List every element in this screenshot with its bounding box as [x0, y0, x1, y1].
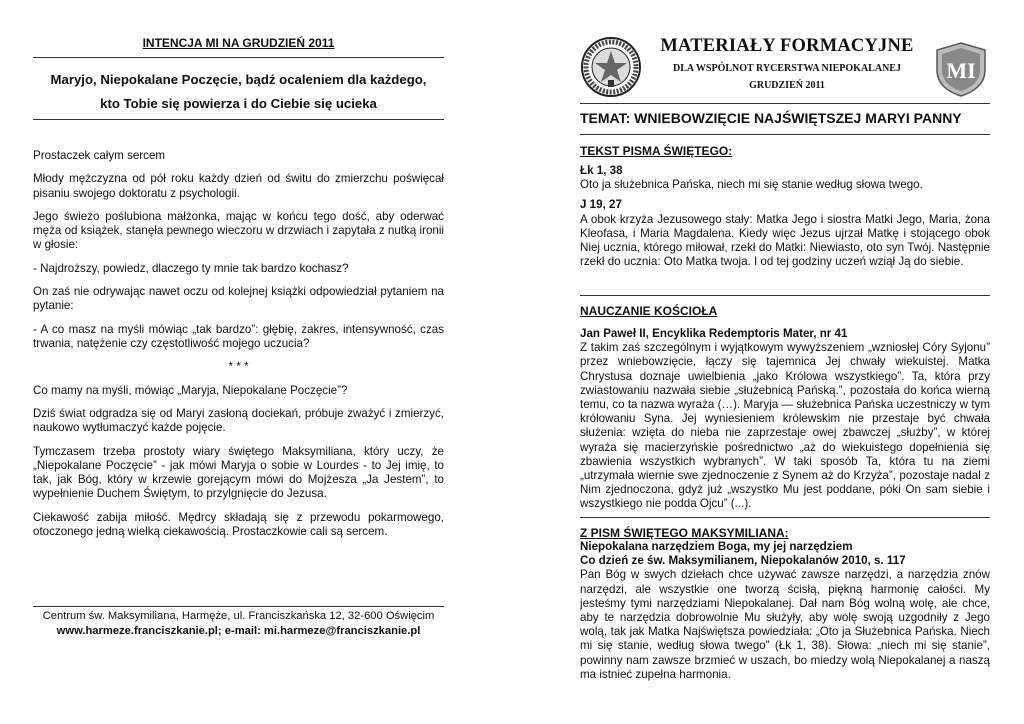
writing-title: Niepokalana narzędziem Boga, my jej narzędziem: [580, 540, 853, 553]
footer-divider: [33, 606, 444, 607]
monthly-prayer: [33, 68, 444, 116]
prayer-line: Maryjo, Niepokalane Poczęcie, bądź ocaleniem dla każdego,: [50, 72, 427, 87]
divider: [33, 57, 444, 58]
mi-shield-icon: [932, 40, 990, 98]
church-teaching-section: [580, 304, 990, 512]
divider: [580, 295, 990, 296]
paragraph: Tymczasem trzeba prostoty wiary świętego Maksymiliana, który uczy, że „Niepokalane Poczęcie” - jak mówi Maryja o sobie w Lourdes - to Jej imię, to tak, jak Bóg, który w krzewie gorejącym mówi do Mojżesza „Ja Jestem”, to wypełnienie Duchem Świętym, to przylgnięcie do Jezusa.: [33, 444, 444, 501]
scripture-reference: J 19, 27: [580, 198, 622, 212]
paragraph: - A co masz na myśli mówiąc „tak bardzo”: głębię, zakres, intensywność, czas trwania, natężenie czy częstotliwość mojego uczucia?: [33, 322, 444, 350]
topic-heading: TEMAT: WNIEBOWZIĘCIE NAJŚWIĘTSZEJ MARYI PANNY: [580, 110, 962, 126]
teaching-text: Z takim zaś szczególnym i wyjątkowym wywyższeniem „wzniosłej Córy Syjonu” przez wniebowzięcie, łączy się tajemnica Jej chwały wiekuistej. Matka Chrystusa doznaje uwielbienia „jako Królowa wszystkiego”. Ta, która przy zwiastowaniu nazwała siebie „służebnicą Pańską.”, pozostała do końca wierną temu, co ta nazwa wyraża (…). Maryja — służebnica Pańska uczestniczy w tym królowaniu Syna. Jej wyniesieniem królewskim nie przestaje być chwała służenia: wzięta do nieba nie zaprzestaje owej zbawczej „służby”, w której wyraża się macierzyńskie pośrednictwo „aż do wiekuistego dopełnienia się zbawienia wszystkich wybranych”. W taki sposób Ta, która tu na ziemi „utrzymała wiernie swe zjednoczenie z Synem aż do Krzyża”, pozostaje nadal z Nim zjednoczona, gdyż już „wszystko Mu jest poddane, póki On sam siebie i wszystkiego nie podda Ojcu” (...).: [580, 341, 990, 511]
writing-text: Pan Bóg w swych dziełach chce używać zawsze narzędzi, a narzędzia znów narzędzi, ale wszystkie one tworzą ścisłą, piękną harmonię całości. My jesteśmy tymi narzędziami Niepokalanej. Dał nam Bóg wolną wolę, ale chce, aby te narzędzia dobrowolnie Mu służyły, aby wolę swoją uzgodniły z Jego wolą, tak jak Matka Najświętsza powiedziała: „Oto ja Służebnica Pańska. Niech mi się stanie, według słowa twego” (Łk 1, 38). Słowa: „niech mi się stanie”, powinny nam zawsze brzmieć w uszach, bo miedzy wolą Niepokalanej a naszą ma istnieć zupełna harmonia.: [580, 568, 990, 681]
story-title: Prostaczek całym sercem: [33, 149, 166, 162]
maximilian-writings-section: [580, 526, 990, 682]
magazine-title: MATERIAŁY FORMACYJNE: [660, 36, 914, 56]
writing-source: Co dzień ze św. Maksymilianem, Niepokalanów 2010, s. 117: [580, 554, 906, 568]
mi-logo-text: MI: [946, 58, 976, 83]
paragraph: Młody mężczyzna od pół roku każdy dzień od świtu do zmierzchu poświęcał pisaniu swojego doktoratu z psychologii.: [33, 172, 444, 200]
section-heading: Z PISM ŚWIĘTEGO MAKSYMILIANA:: [580, 526, 789, 540]
paragraph: Jego świeżo poślubiona małżonka, mając w końcu tego dość, aby oderwać męża od książek, stanęła pewnego wieczoru w drzwiach i zapytała z nutką ironii w głosie:: [33, 209, 444, 252]
section-heading: TEKST PISMA ŚWIĘTEGO:: [580, 144, 733, 158]
section-separator: * * *: [228, 360, 249, 374]
magazine-subtitle: DLA WSPÓLNOT RYCERSTWA NIEPOKALANEJ: [673, 63, 901, 74]
divider: [580, 103, 990, 104]
teaching-source: Jan Paweł II, Encyklika Redemptoris Mater, nr 41: [580, 327, 848, 340]
divider: [33, 119, 444, 120]
left-page: [33, 0, 444, 724]
paragraph: - Najdroższy, powiedz, dlaczego ty mnie tak bardzo kochasz?: [33, 261, 349, 275]
paragraph: Dziś świat odgradza się od Maryi zasłoną dociekań, próbuje zważyć i zmierzyć, naukowo wytłumaczyć każde pojęcie.: [33, 407, 444, 435]
intention-heading: INTENCJA MI NA GRUDZIEŃ 2011: [142, 36, 335, 50]
divider: [580, 517, 990, 518]
section-heading: NAUCZANIE KOŚCIOŁA: [580, 304, 718, 318]
seal-emblem-icon: [580, 36, 642, 98]
footer-contact-links[interactable]: www.harmeze.franciszkanie.pl; e-mail: mi.harmeze@franciszkanie.pl: [56, 624, 421, 637]
scripture-section: [580, 144, 990, 269]
scripture-text: Oto ja służebnica Pańska, niech mi się stanie według słowa twego.: [580, 178, 923, 192]
paragraph: Co mamy na myśli, mówiąc „Maryja, Niepokalane Poczęcie”?: [33, 383, 348, 397]
divider: [580, 134, 990, 135]
prayer-line: kto Tobie się powierza i do Ciebie się ucieka: [100, 96, 377, 111]
paragraph: Ciekawość zabija miłość. Mędrcy składają się z przewodu pokarmowego, otoczonego jedną wielką ciekawością. Prostaczkowie cali są sercem.: [33, 510, 444, 538]
scripture-reference: Łk 1, 38: [580, 164, 623, 177]
story-body: [33, 149, 444, 548]
paragraph: On zaś nie odrywając nawet oczu od kolejnej książki odpowiedział pytaniem na pytanie:: [33, 285, 444, 313]
issue-date: GRUDZIEŃ 2011: [749, 80, 825, 91]
footer: [33, 609, 444, 638]
footer-address: Centrum św. Maksymiliana, Harmęże, ul. Franciszkańska 12, 32-600 Oświęcim: [42, 610, 435, 622]
scripture-text: A obok krzyża Jezusowego stały: Matka Jego i siostra Matki Jego, Maria, żona Kleofasa, i Maria Magdalena. Kiedy więc Jezus ujrzał Matkę i stojącego obok Niej ucznia, którego miłował, rzekł do Matki: Niewiasto, oto syn Twój. Następnie rzekł do ucznia: Oto Matka twoja. I od tej godziny uczeń wziął Ją do siebie.: [580, 212, 990, 269]
